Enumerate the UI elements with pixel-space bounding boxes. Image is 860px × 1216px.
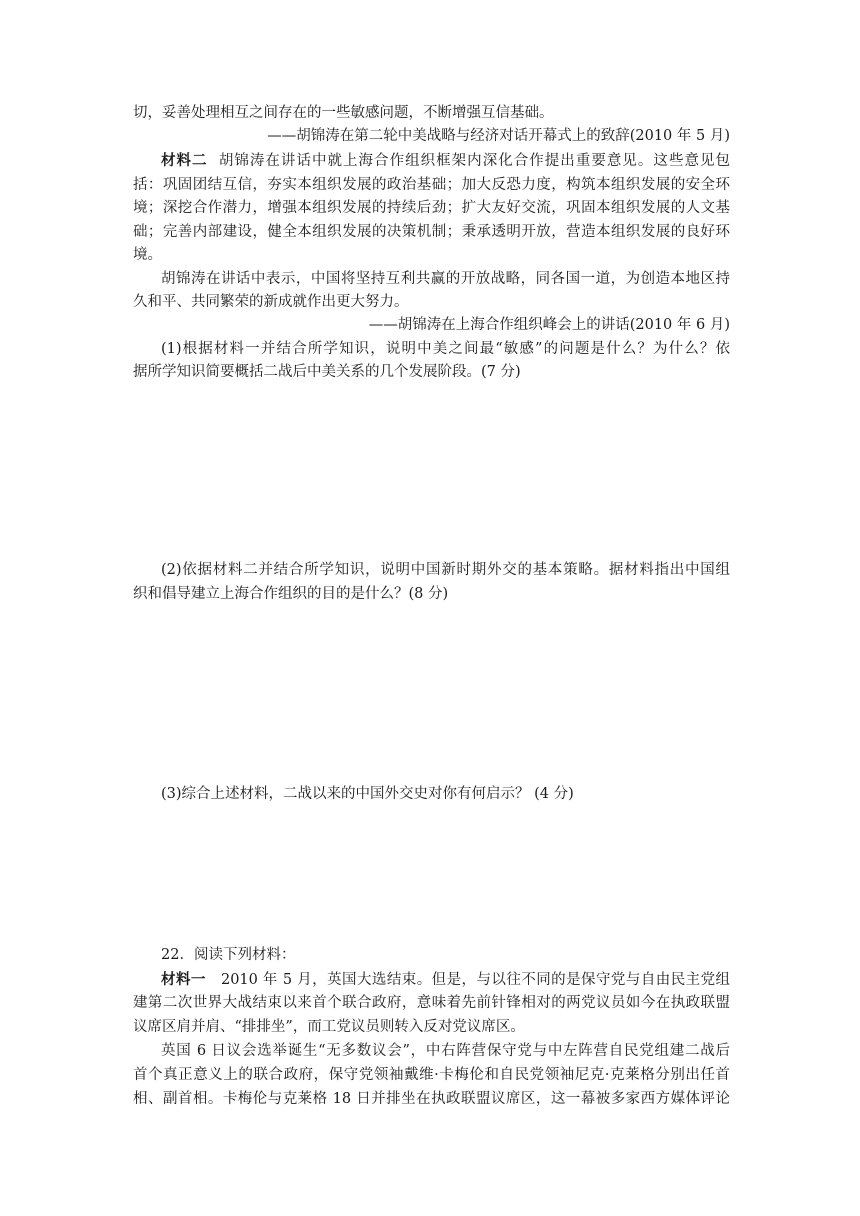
- text-line: 础；完善内部建设，健全本组织发展的决策机制；秉承透明开放，营造本组织发展的良好环: [133, 224, 730, 240]
- text-line: 建第二次世界大战结束以来首个联合政府，意味着先前针锋相对的两党议员如今在执政联盟: [133, 995, 730, 1011]
- material-two-line-1: 材料二 胡锦涛在讲话中就上海合作组织框架内深化合作提出重要意见。这些意见包: [161, 152, 731, 169]
- question-3: (3)综合上述材料，二战以来的中国外交史对你有何启示？ (4 分): [161, 786, 574, 802]
- text-line: 首个真正意义上的联合政府，保守党领袖戴维·卡梅伦和自民党领袖尼克·克莱格分别出任首: [133, 1067, 730, 1083]
- text-line: 境。: [133, 247, 162, 263]
- text-line: 胡锦涛在讲话中表示，中国将坚持互利共赢的开放战略，同各国一道，为创造本地区持: [161, 271, 730, 287]
- source-citation: ——胡锦涛在第二轮中美战略与经济对话开幕式上的致辞(2010 年 5 月): [267, 128, 730, 144]
- text-line: 括：巩固团结互信，夯实本组织发展的政治基础；加大反恐力度，构筑本组织发展的安全环: [133, 177, 730, 193]
- material-label: 材料二: [161, 152, 208, 169]
- text-line: 境；深挖合作潜力，增强本组织发展的持续后劲；扩大友好交流，巩固本组织发展的人文基: [133, 200, 730, 216]
- text-line: 英国 6 日议会选举诞生“无多数议会”，中右阵营保守党与中左阵营自民党组建二战后: [161, 1043, 730, 1059]
- material-one-line-1: 材料一 2010 年 5 月，英国大选结束。但是，与以往不同的是保守党与自由民主党组: [161, 971, 731, 988]
- material-label: 材料一: [161, 971, 206, 988]
- question-2-line-1: (2)依据材料二并结合所学知识，说明中国新时期外交的基本策略。据材料指出中国组: [161, 562, 730, 578]
- question-1-line-2: 据所学知识简要概括二战后中美关系的几个发展阶段。(7 分): [133, 364, 521, 380]
- text-line: 相、副首相。卡梅伦与克莱格 18 日并排坐在执政联盟议席区，这一幕被多家西方媒体评论: [133, 1091, 730, 1107]
- text-line: 切，妥善处理相互之间存在的一些敏感问题，不断增强互信基础。: [133, 105, 554, 121]
- text-line: 议席区肩并肩、“排排坐”，而工党议员则转入反对党议席区。: [133, 1019, 525, 1035]
- question-2-line-2: 织和倡导建立上海合作组织的目的是什么？(8 分): [133, 586, 449, 602]
- text-line: 久和平、共同繁荣的新成就作出更大努力。: [133, 294, 409, 310]
- question-1-line-1: (1)根据材料一并结合所学知识，说明中美之间最“敏感”的问题是什么？为什么？依: [161, 341, 730, 357]
- question-22-heading: 22．阅读下列材料：: [161, 947, 296, 963]
- source-citation: ——胡锦涛在上海合作组织峰会上的讲话(2010 年 6 月): [368, 317, 730, 333]
